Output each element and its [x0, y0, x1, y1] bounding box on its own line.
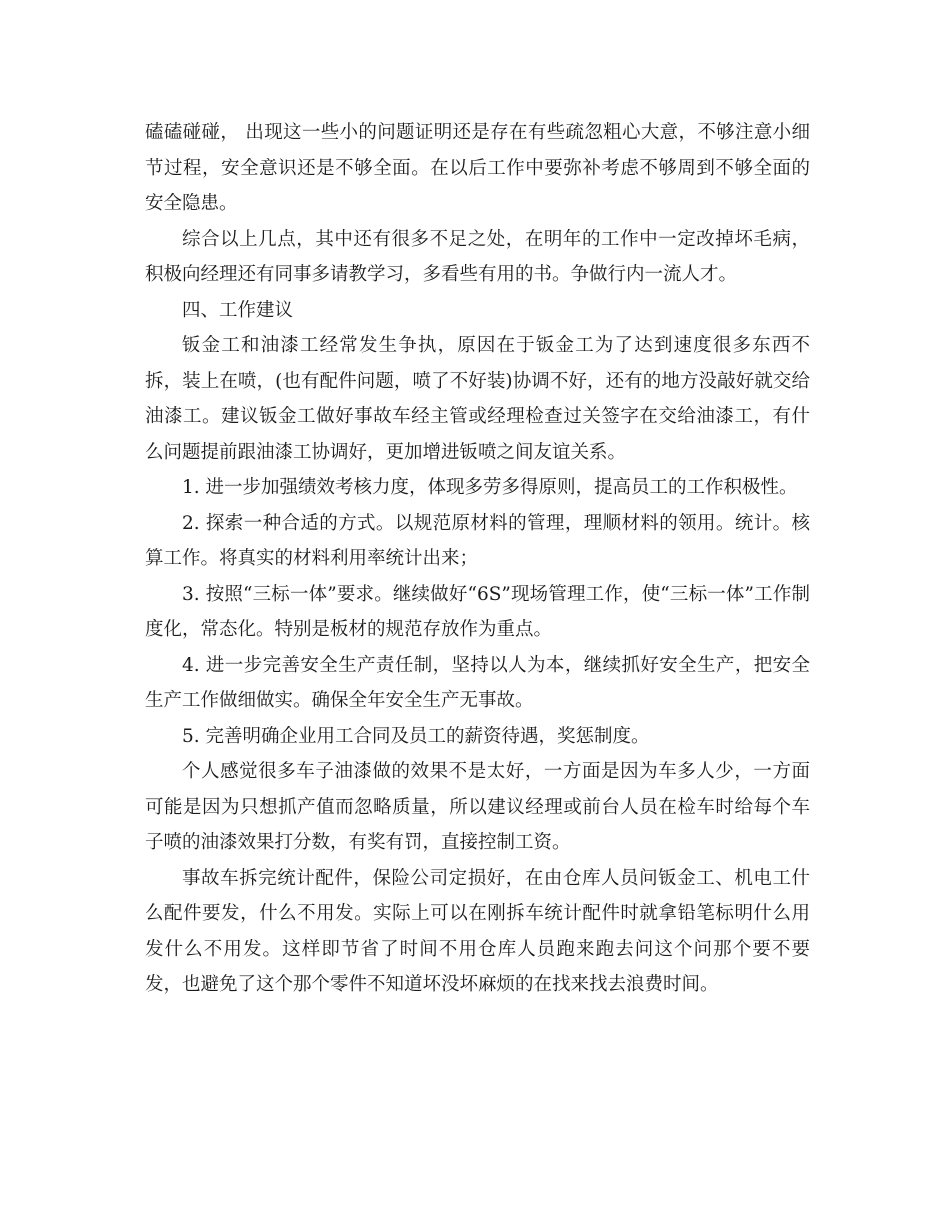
document-body	[145, 115, 810, 1003]
paragraph-continued-safety: 磕磕碰碰， 出现这一些小的问题证明还是存在有些疏忽粗心大意，不够注意小细节过程，安全意识还是不够全面。在以后工作中要弥补考虑不够周到不够全面的安全隐患。	[145, 122, 810, 214]
list-item-1: 1. 进一步加强绩效考核力度，体现多劳多得原则，提高员工的工作积极性。	[182, 477, 798, 498]
section-heading-work-suggestions: 四、工作建议	[182, 299, 294, 321]
paragraph-paint-quality: 个人感觉很多车子油漆做的效果不是太好，一方面是因为车多人少，一方面可能是因为只想抓产值而忽略质量，所以建议经理或前台人员在检车时给每个车子喷的油漆效果打分数，有奖有罚，直接控制工资。	[145, 761, 810, 853]
paragraph-sheetmetal-paint: 钣金工和油漆工经常发生争执，原因在于钣金工为了达到速度很多东西不拆，装上在喷，(也有配件问题，喷了不好装)协调不好，还有的地方没敲好就交给油漆工。建议钣金工做好事故车经主管或经理检查过关签字在交给油漆工，有什么问题提前跟油漆工协调好，更加增进钣喷之间友谊关系。	[145, 335, 810, 463]
paragraph-summary: 综合以上几点，其中还有很多不足之处，在明年的工作中一定改掉坏毛病，积极向经理还有同事多请教学习，多看些有用的书。争做行内一流人才。	[145, 228, 810, 285]
paragraph-parts-statistics: 事故车拆完统计配件，保险公司定损好，在由仓库人员问钣金工、机电工什么配件要发，什么不用发。实际上可以在刚拆车统计配件时就拿铅笔标明什么用发什么不用发。这样即节省了时间不用仓库人员跑来跑去问这个问那个要不要发，也避免了这个那个零件不知道坏没坏麻烦的在找来找去浪费时间。	[145, 867, 810, 995]
list-item-5: 5. 完善明确企业用工合同及员工的薪资待遇，奖惩制度。	[182, 725, 650, 747]
list-item-4: 4. 进一步完善安全生产责任制，坚持以人为本，继续抓好安全生产，把安全生产工作做细做实。确保全年安全生产无事故。	[145, 654, 810, 711]
list-item-3: 3. 按照“三标一体”要求。继续做好“6S”现场管理工作，使“三标一体”工作制度化，常态化。特别是板材的规范存放作为重点。	[145, 583, 810, 640]
list-item-2: 2. 探索一种合适的方式。以规范原材料的管理，理顺材料的领用。统计。核算工作。将真实的材料利用率统计出来；	[145, 512, 810, 569]
